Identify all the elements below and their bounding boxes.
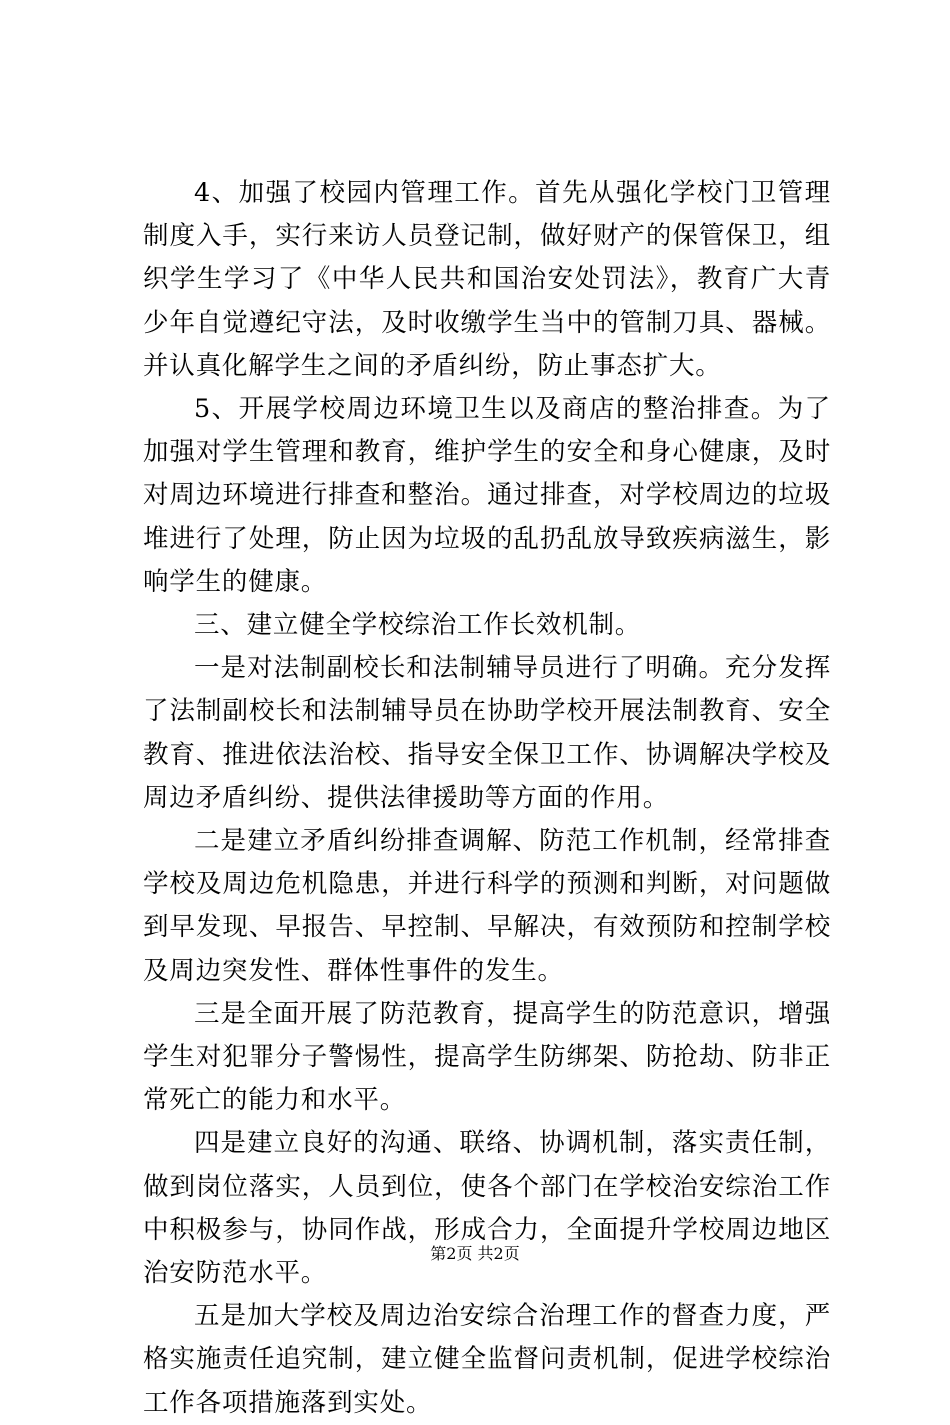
page-footer: 第2页 共2页 <box>430 1244 520 1263</box>
paragraph-supervision: 五是加大学校及周边治安综合治理工作的督查力度，严格实施责任追究制，建立健全监督问责机制，促进学校综治工作各项措施落到实处。 <box>143 1301 831 1418</box>
paragraph-prevention-education: 三是全面开展了防范教育，提高学生的防范意识，增强学生对犯罪分子警惕性，提高学生防绑架、防抢劫、防非正常死亡的能力和水平。 <box>143 998 831 1116</box>
paragraph-coordination-mechanism: 四是建立良好的沟通、联络、协调机制，落实责任制，做到岗位落实，人员到位，使各个部门在学校治安综治工作中积极参与，协同作战，形成合力，全面提升学校周边地区治安防范水平。 <box>143 1128 831 1289</box>
paragraph-dispute-mediation: 二是建立矛盾纠纷排查调解、防范工作机制，经常排查学校及周边危机隐患，并进行科学的预测和判断，对问题做到早发现、早报告、早控制、早解决，有效预防和控制学校及周边突发性、群体性事件的发生。 <box>143 826 831 986</box>
section-heading-long-term-mechanism: 三、建立健全学校综治工作长效机制。 <box>194 610 642 641</box>
paragraph-campus-management: 4、加强了校园内管理工作。首先从强化学校门卫管理制度入手，实行来访人员登记制，做好财产的保管保卫，组织学生学习了《中华人民共和国治安处罚法》，教育广大青少年自觉遵纪守法，及时收缴学生当中的管制刀具、器械。并认真化解学生之间的矛盾纠纷，防止事态扩大。 <box>143 178 831 381</box>
paragraph-legal-vice-principal: 一是对法制副校长和法制辅导员进行了明确。充分发挥了法制副校长和法制辅导员在协助学校开展法制教育、安全教育、推进依法治校、指导安全保卫工作、协调解决学校及周边矛盾纠纷、提供法律援助等方面的作用。 <box>143 653 831 813</box>
document-body <box>143 172 831 1425</box>
paragraph-surrounding-environment: 5、开展学校周边环境卫生以及商店的整治排查。为了加强对学生管理和教育，维护学生的安全和身心健康，及时对周边环境进行排查和整治。通过排查，对学校周边的垃圾堆进行了处理，防止因为垃圾的乱扔乱放导致疾病滋生，影响学生的健康。 <box>143 394 831 597</box>
